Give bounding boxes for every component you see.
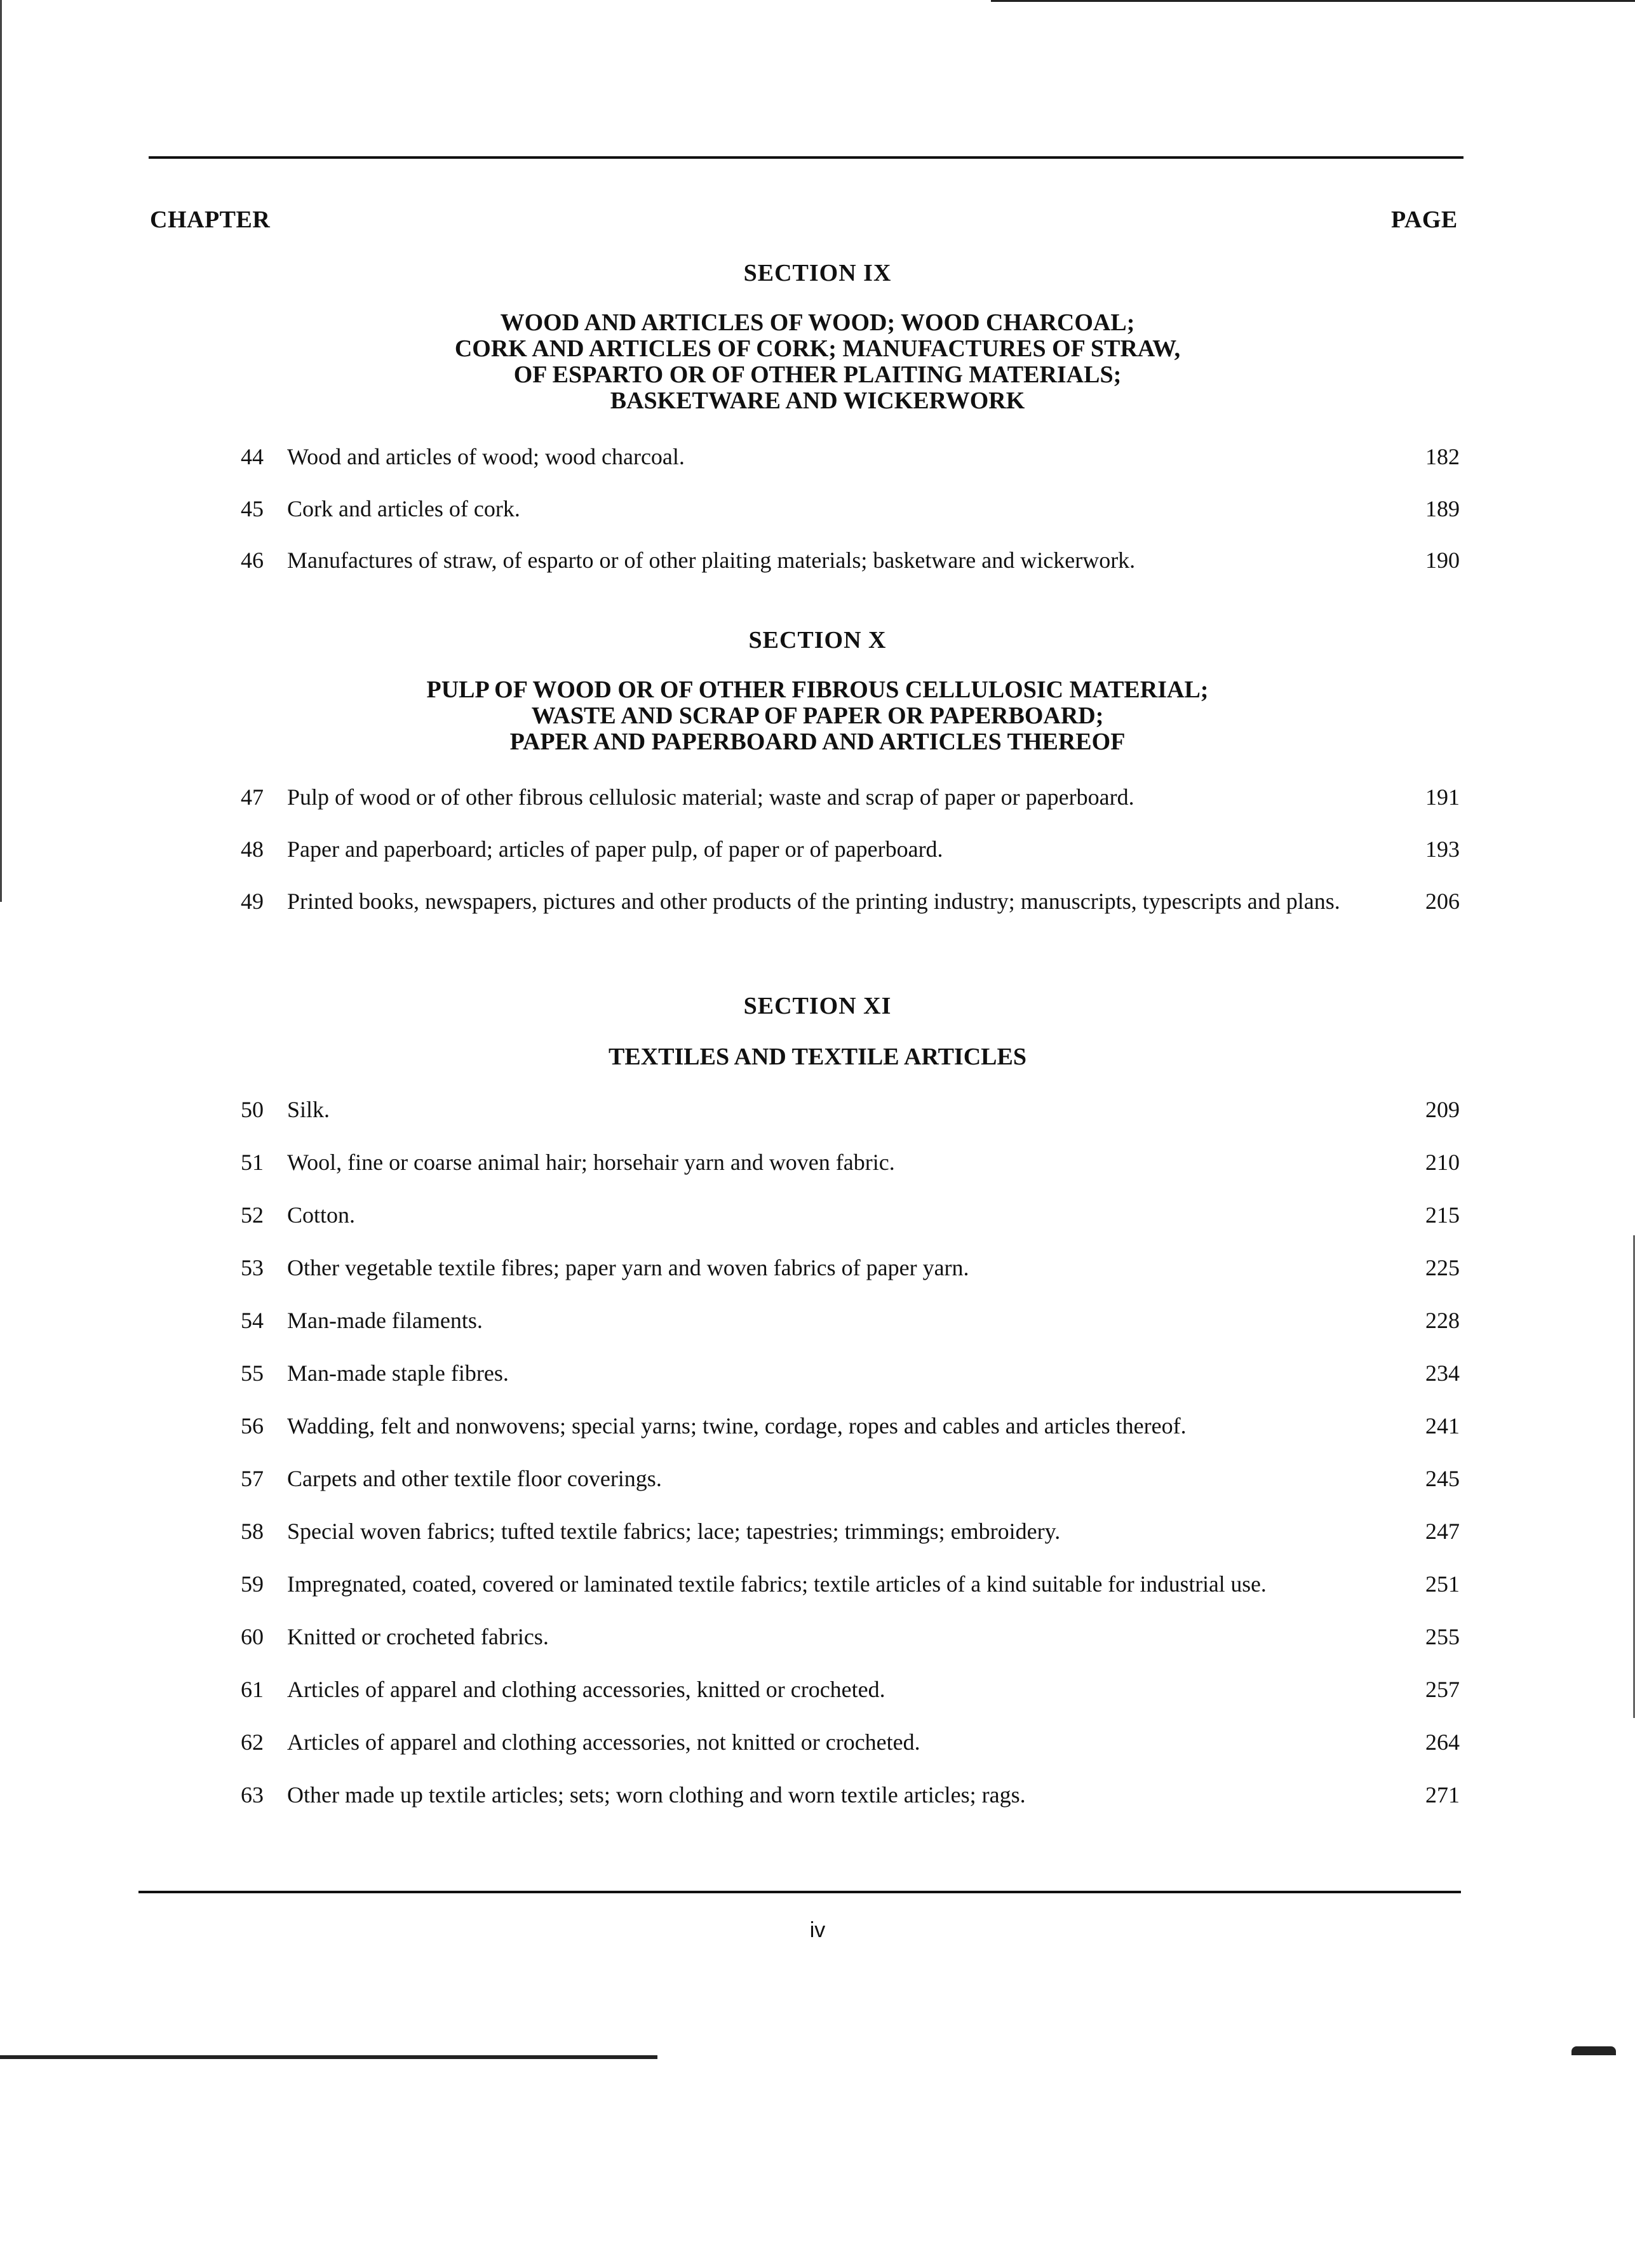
page-number: 193: [1425, 836, 1460, 862]
chapter-description: Manufactures of straw, of esparto or of other plaiting materials; basketware and wickerwork.: [287, 547, 1136, 573]
chapter-description: Man-made staple fibres.: [287, 1360, 509, 1386]
section-title: SECTION XI: [743, 993, 892, 1019]
bottom-rule: [138, 1891, 1461, 1893]
chapter-description: Impregnated, coated, covered or laminated textile fabrics; textile articles of a kind suitable for industrial use.: [287, 1571, 1267, 1597]
chapter-number: 47: [241, 784, 264, 810]
chapter-description: Paper and paperboard; articles of paper pulp, of paper or of paperboard.: [287, 836, 943, 862]
chapter-description: Articles of apparel and clothing accessories, not knitted or crocheted.: [287, 1729, 920, 1755]
page-number: 241: [1425, 1413, 1460, 1439]
chapter-number: 44: [241, 444, 264, 469]
chapter-number: 54: [241, 1308, 264, 1333]
section-heading-line: TEXTILES AND TEXTILE ARTICLES: [609, 1043, 1026, 1070]
chapter-description: Man-made filaments.: [287, 1308, 483, 1333]
page-number: 251: [1425, 1571, 1460, 1597]
chapter-number: 53: [241, 1255, 264, 1280]
section-heading-line: BASKETWARE AND WICKERWORK: [610, 387, 1025, 414]
chapter-number: 58: [241, 1519, 264, 1544]
page-number: 234: [1425, 1360, 1460, 1386]
section-heading-line: WASTE AND SCRAP OF PAPER OR PAPERBOARD;: [531, 702, 1104, 729]
chapter-number: 46: [241, 547, 264, 573]
section-heading: [0, 1044, 1635, 1070]
chapter-number: 61: [241, 1677, 264, 1702]
page-number: 210: [1425, 1150, 1460, 1175]
section-heading-line: OF ESPARTO OR OF OTHER PLAITING MATERIALS;: [513, 361, 1122, 388]
section-heading-line: WOOD AND ARTICLES OF WOOD; WOOD CHARCOAL;: [500, 309, 1135, 336]
chapter-description: Special woven fabrics; tufted textile fabrics; lace; tapestries; trimmings; embroidery.: [287, 1519, 1061, 1544]
section-heading-line: CORK AND ARTICLES OF CORK; MANUFACTURES OF STRAW,: [454, 335, 1181, 362]
page-number: 257: [1425, 1677, 1460, 1702]
scan-edge-left: [0, 0, 2, 902]
chapter-number: 59: [241, 1571, 264, 1597]
chapter-description: Articles of apparel and clothing accessories, knitted or crocheted.: [287, 1677, 885, 1702]
chapter-description: Cotton.: [287, 1202, 356, 1228]
chapter-number: 51: [241, 1150, 264, 1175]
chapter-number: 45: [241, 496, 264, 521]
chapter-description: Pulp of wood or of other fibrous cellulosic material; waste and scrap of paper or paperboard.: [287, 784, 1134, 810]
page-number: 182: [1425, 444, 1460, 469]
scan-edge-top: [991, 0, 1635, 2]
chapter-number: 57: [241, 1466, 264, 1491]
page-number: 255: [1425, 1624, 1460, 1649]
page-folio: iv: [809, 1918, 826, 1942]
section-heading: [0, 310, 1635, 414]
page-column-header: PAGE: [1391, 206, 1458, 233]
page-number: 190: [1425, 547, 1460, 573]
chapter-number: 62: [241, 1729, 264, 1755]
chapter-description: Printed books, newspapers, pictures and other products of the printing industry; manuscripts, typescripts and plans.: [287, 889, 1340, 914]
page-number: 228: [1425, 1308, 1460, 1333]
chapter-number: 50: [241, 1097, 264, 1122]
page-number: 264: [1425, 1729, 1460, 1755]
chapter-number: 52: [241, 1202, 264, 1228]
chapter-description: Silk.: [287, 1097, 330, 1122]
page-number: 206: [1425, 889, 1460, 914]
chapter-number: 60: [241, 1624, 264, 1649]
section-title: SECTION IX: [743, 260, 892, 286]
page-number: 191: [1425, 784, 1460, 810]
chapter-description: Knitted or crocheted fabrics.: [287, 1624, 549, 1649]
section-title: SECTION X: [748, 627, 887, 654]
page-number: 215: [1425, 1202, 1460, 1228]
page-number: 225: [1425, 1255, 1460, 1280]
chapter-description: Other vegetable textile fibres; paper yarn and woven fabrics of paper yarn.: [287, 1255, 969, 1280]
section-heading-line: PAPER AND PAPERBOARD AND ARTICLES THEREOF: [509, 728, 1126, 755]
chapter-description: Other made up textile articles; sets; worn clothing and worn textile articles; rags.: [287, 1782, 1026, 1808]
chapter-description: Wood and articles of wood; wood charcoal.: [287, 444, 685, 469]
chapter-description: Cork and articles of cork.: [287, 496, 520, 521]
chapter-number: 56: [241, 1413, 264, 1439]
top-rule: [149, 156, 1463, 159]
chapter-number: 63: [241, 1782, 264, 1808]
page-number: 209: [1425, 1097, 1460, 1122]
chapter-number: 55: [241, 1360, 264, 1386]
page-number: 247: [1425, 1519, 1460, 1544]
scan-edge-bottom: [0, 2055, 657, 2059]
chapter-description: Wadding, felt and nonwovens; special yarns; twine, cordage, ropes and cables and articles thereof.: [287, 1413, 1187, 1439]
page-number: 271: [1425, 1782, 1460, 1808]
chapter-column-header: CHAPTER: [150, 206, 271, 233]
section-heading-line: PULP OF WOOD OR OF OTHER FIBROUS CELLULOSIC MATERIAL;: [426, 676, 1209, 703]
page-number: 245: [1425, 1466, 1460, 1491]
chapter-description: Carpets and other textile floor coverings.: [287, 1466, 662, 1491]
chapter-number: 49: [241, 889, 264, 914]
page-number: 189: [1425, 496, 1460, 521]
section-heading: [0, 677, 1635, 755]
chapter-description: Wool, fine or coarse animal hair; horsehair yarn and woven fabric.: [287, 1150, 895, 1175]
chapter-number: 48: [241, 836, 264, 862]
